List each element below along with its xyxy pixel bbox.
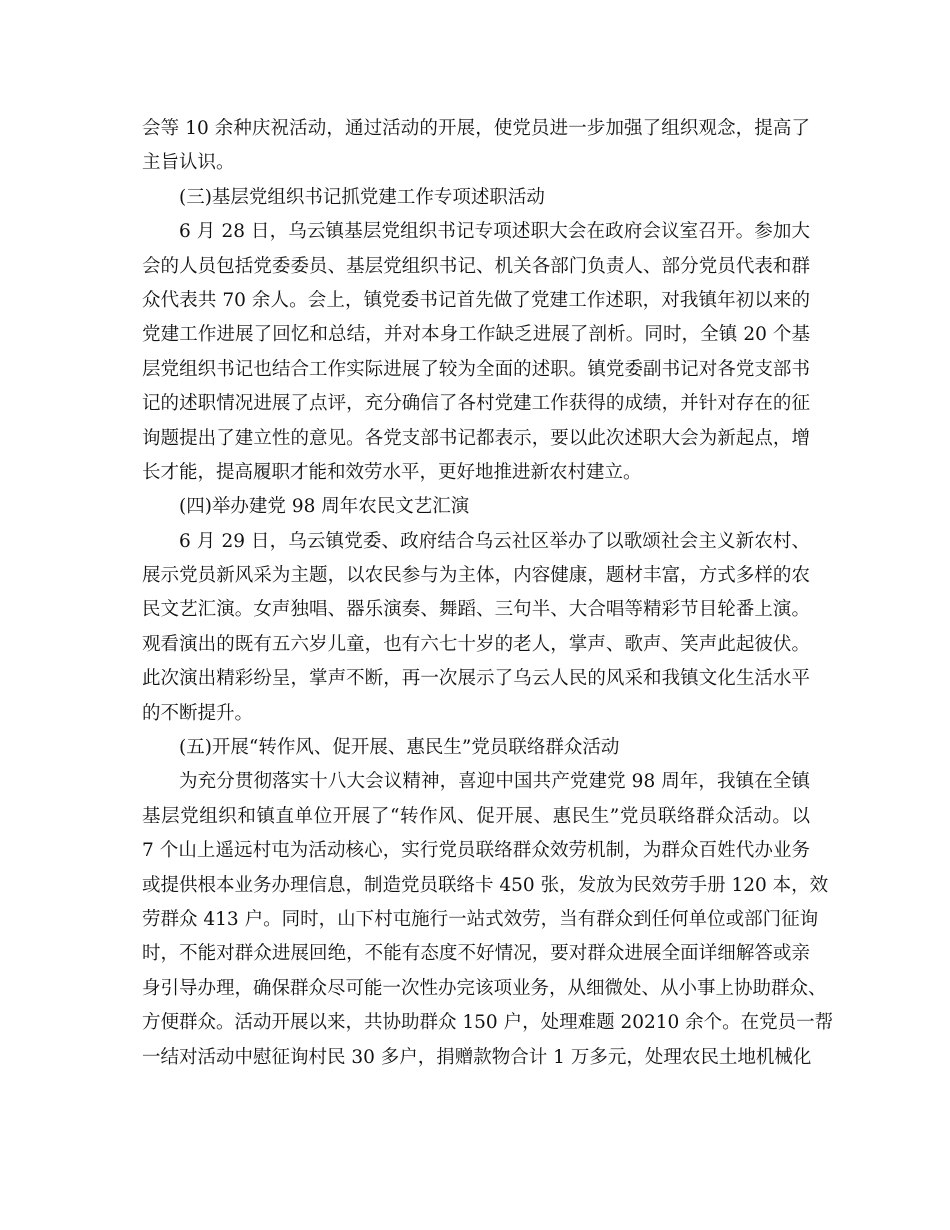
body-line: 展示党员新风采为主题，以农民参与为主体，内容健康，题材丰富，方式多样的农 [142, 565, 810, 587]
body-line: 记的述职情况进展了点评，充分确信了各村党建工作获得的成绩，并针对存在的征 [142, 393, 810, 415]
document-page [142, 112, 834, 1075]
body-line: 会等 10 余种庆祝活动，通过活动的开展，使党员进一步加强了组织观念，提高了 [142, 118, 810, 139]
section-heading: (三)基层党组织书记抓党建工作专项述职活动 [179, 186, 545, 208]
section-heading: (四)举办建党 98 周年农民文艺汇演 [179, 496, 470, 518]
body-line: 党建工作进展了回忆和总结，并对本身工作缺乏进展了剖析。同时，全镇 20 个基 [142, 324, 810, 346]
body-line: 方便群众。活动开展以来，共协助群众 150 户，处理难题 20210 余个。在党员一帮 [142, 1012, 834, 1034]
section-heading: (五)开展“转作风、促开展、惠民生”党员联络群众活动 [179, 737, 620, 759]
body-line: 或提供根本业务办理信息，制造党员联络卡 450 张，发放为民效劳手册 120 本，效 [142, 874, 829, 896]
body-line: 观看演出的既有五六岁儿童，也有六七十岁的老人，掌声、歌声、笑声此起彼伏。 [142, 633, 810, 655]
body-line: 身引导办理，确保群众尽可能一次性办完该项业务，从细微处、从小事上协助群众、 [142, 977, 827, 999]
body-line: 一结对活动中慰征询村民 30 多户，捐赠款物合计 1 万多元，处理农民土地机械化 [142, 1046, 812, 1068]
body-line: 6 月 28 日，乌云镇基层党组织书记专项述职大会在政府会议室召开。参加大 [179, 221, 810, 243]
body-line: 的不断提升。 [142, 702, 254, 724]
body-line: 基层党组织和镇直单位开展了“转作风、促开展、惠民生”党员联络群众活动。以 [142, 805, 810, 827]
body-line: 6 月 29 日，乌云镇党委、政府结合乌云社区举办了以歌颂社会主义新农村、 [179, 530, 810, 552]
body-line: 7 个山上遥远村屯为活动核心，实行党员联络群众效劳机制，为群众百姓代办业务 [142, 840, 810, 862]
body-line: 民文艺汇演。女声独唱、器乐演奏、舞蹈、三句半、大合唱等精彩节目轮番上演。 [142, 599, 810, 621]
body-line: 主旨认识。 [142, 152, 235, 174]
body-line: 层党组织书记也结合工作实际进展了较为全面的述职。镇党委副书记对各党支部书 [142, 358, 810, 380]
body-line: 长才能，提高履职才能和效劳水平，更好地推进新农村建立。 [142, 461, 642, 483]
body-line: 时，不能对群众进展回绝，不能有态度不好情况，要对群众进展全面详细解答或亲 [142, 943, 810, 965]
body-line: 询题提出了建立性的意见。各党支部书记都表示，要以此次述职大会为新起点，增 [142, 427, 810, 449]
body-line: 众代表共 70 余人。会上，镇党委书记首先做了党建工作述职，对我镇年初以来的 [142, 289, 810, 311]
body-line: 劳群众 413 户。同时，山下村屯施行一站式效劳，当有群众到任何单位或部门征询 [142, 908, 819, 930]
body-line: 为充分贯彻落实十八大会议精神，喜迎中国共产党建党 98 周年，我镇在全镇 [179, 771, 810, 793]
body-line: 会的人员包括党委委员、基层党组织书记、机关各部门负责人、部分党员代表和群 [142, 255, 810, 277]
body-line: 此次演出精彩纷呈，掌声不断，再一次展示了乌云人民的风采和我镇文化生活水平 [142, 668, 810, 690]
